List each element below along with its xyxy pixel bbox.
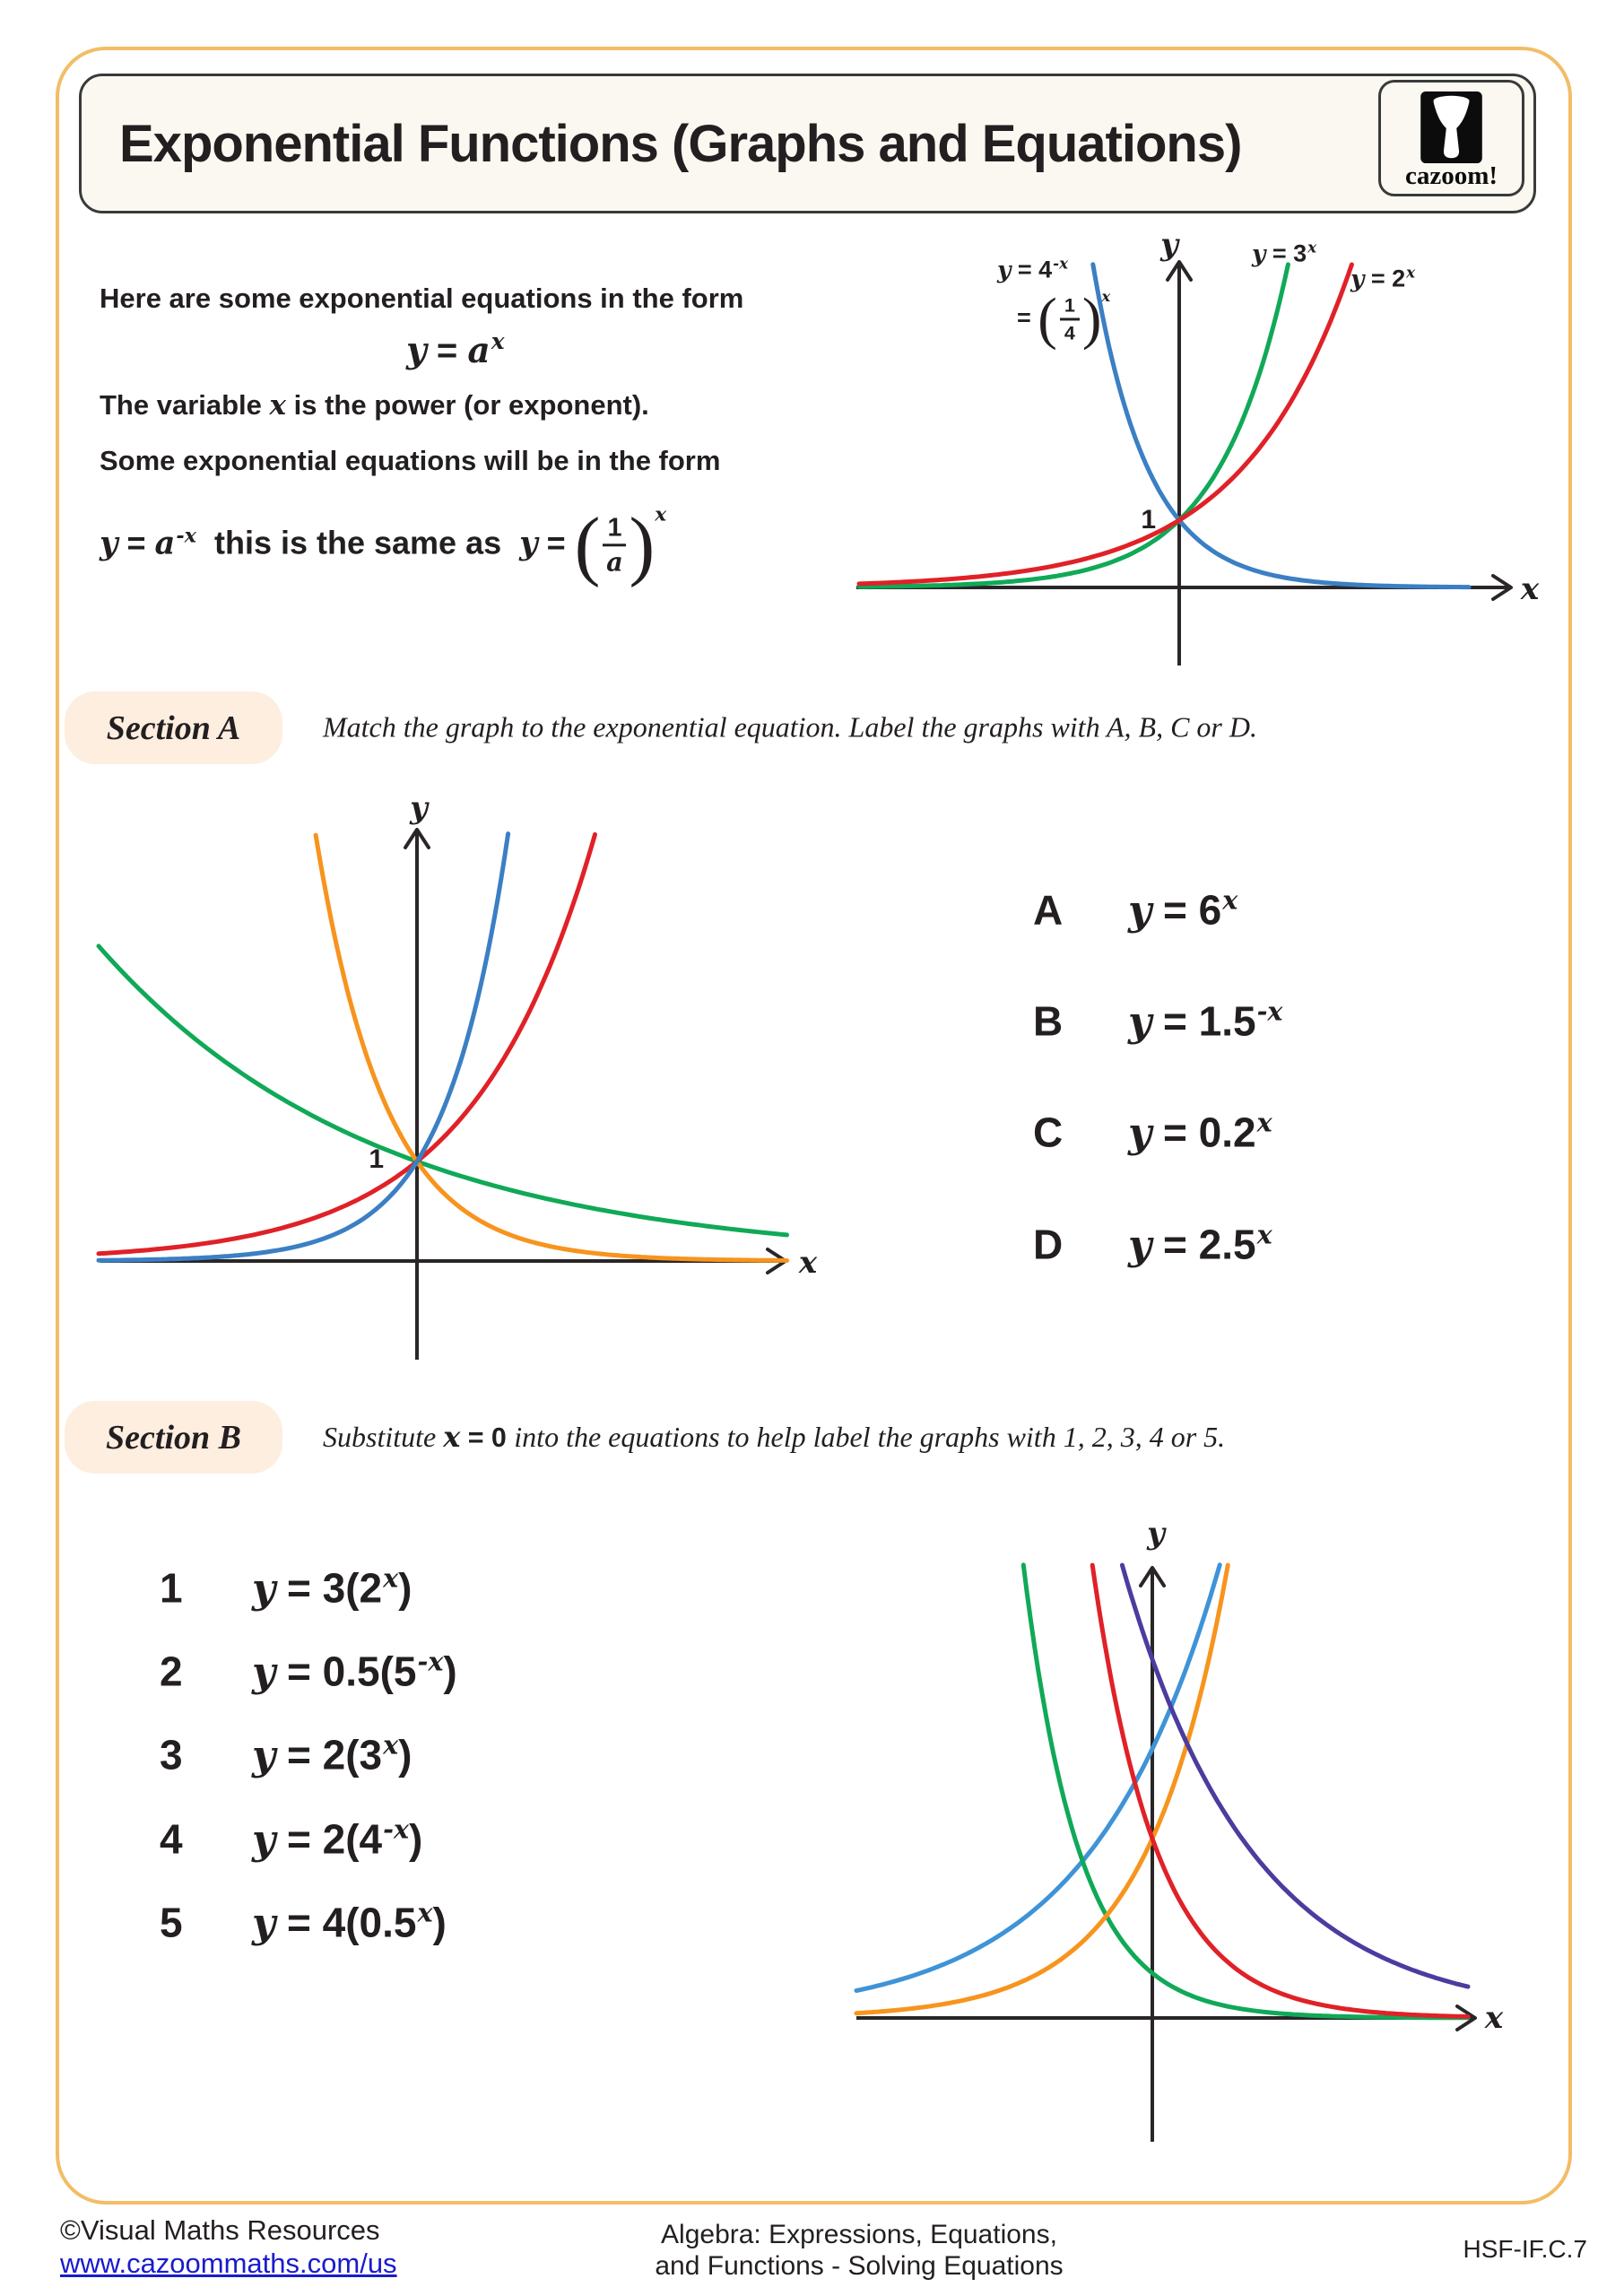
section-a-label: Section A: [106, 709, 241, 747]
page-title: Exponential Functions (Graphs and Equations): [119, 114, 1242, 173]
copyright-text: ©Visual Maths Resources: [60, 2214, 380, 2246]
section-a-instruction: Match the graph to the exponential equation. Label the graphs with A, B, C or D.: [323, 710, 1257, 744]
x-axis-label: x: [1520, 571, 1540, 607]
section-b-graph: [834, 1516, 1578, 2152]
section-b-header: [65, 1401, 282, 1474]
equation-item: [1033, 996, 1282, 1045]
equation-item: [160, 1562, 412, 1612]
intro-line-1: Here are some exponential equations in the form: [100, 283, 744, 314]
equation-label: C: [1033, 1109, 1064, 1156]
intro-formula-negative-exponent: $y = a^{-x}$ this is the same as y = ( $\frac{1}{a}$ ) x: [100, 501, 667, 588]
intercept-label: 1: [369, 1144, 384, 1174]
equation-text: $y = 2.5^x$: [1128, 1219, 1272, 1269]
equation-item: [1033, 1107, 1272, 1156]
curve-label: $y = 3^x$: [1252, 238, 1317, 268]
equation-item: [160, 1813, 422, 1863]
equation-label: B: [1033, 997, 1064, 1045]
intro-line-2: The variable x is the power (or exponent).: [100, 389, 649, 422]
logo-brand-text: cazoom!: [1404, 161, 1498, 190]
equation-label: 4: [160, 1815, 183, 1863]
equation-label: 3: [160, 1731, 183, 1779]
equation-item: [1033, 1219, 1272, 1268]
intro-formula-y-equals-a-to-x: $y = a^x$: [406, 328, 505, 371]
intro-line-3: Some exponential equations will be in the form: [100, 445, 721, 476]
category-line-1: Algebra: Expressions, Equations,: [661, 2220, 1057, 2249]
standard-code: HSF-IF.C.7: [1463, 2235, 1587, 2263]
equation-item: [1033, 884, 1238, 934]
curve-label: $y = 4^{-x}$: [997, 254, 1069, 284]
equation-label: A: [1033, 886, 1064, 934]
equation-item: [160, 1646, 457, 1695]
curve: [856, 1565, 1220, 1991]
y-axis-label: y: [410, 790, 428, 826]
curve: [1092, 1565, 1468, 2016]
equation-item: [160, 1729, 412, 1779]
intro-graph: [834, 215, 1578, 691]
equation-label: 5: [160, 1899, 183, 1946]
footer-left: [60, 2213, 397, 2280]
equation-text: $y = 6^x$: [1128, 884, 1238, 935]
equation-label: D: [1033, 1221, 1064, 1268]
y-axis-label: y: [1160, 227, 1178, 263]
equation-text: $y = 2(4^{-x})$: [252, 1813, 423, 1864]
x-axis-label: x: [798, 1245, 818, 1281]
equation-label: 2: [160, 1648, 183, 1695]
equation-text: $y = 1.5^{-x}$: [1128, 996, 1283, 1046]
intercept-label: 1: [1141, 504, 1156, 535]
section-b-label: Section B: [106, 1418, 241, 1457]
section-a-header: [65, 691, 282, 764]
curve: [856, 1565, 1228, 2013]
equation-text: $y = 4(0.5^x)$: [252, 1897, 447, 1947]
x-axis-label: x: [1484, 2000, 1504, 2036]
title-box: [79, 74, 1536, 213]
category-line-2: and Functions - Solving Equations: [655, 2251, 1064, 2281]
cazoom-logo: [1378, 80, 1524, 196]
section-a-graph: [72, 789, 843, 1381]
footer-category: [644, 2219, 1074, 2282]
equation-item: [160, 1897, 447, 1946]
djembe-drum-icon: [1420, 91, 1483, 163]
curve: [1093, 265, 1469, 587]
equation-text: $y = 0.5(5^{-x})$: [252, 1646, 457, 1696]
equation-text: $y = 3(2^x)$: [252, 1562, 413, 1613]
curve-label: = ( $\frac{1}{4}$ ) x: [1017, 286, 1111, 352]
y-axis-label: y: [1147, 1516, 1165, 1552]
equation-label: 1: [160, 1564, 183, 1612]
curve: [1122, 1565, 1468, 1987]
equation-text: $y = 2(3^x)$: [252, 1729, 413, 1779]
equation-text: $y = 0.2^x$: [1128, 1107, 1272, 1157]
curve-label: $y = 2^x$: [1350, 263, 1416, 293]
website-link[interactable]: www.cazoommaths.com/us: [60, 2248, 397, 2279]
section-b-instruction: Substitute x = 0 into the equations to help label the graphs with 1, 2, 3, 4 or 5.: [323, 1420, 1226, 1454]
curve: [1023, 1565, 1468, 2018]
